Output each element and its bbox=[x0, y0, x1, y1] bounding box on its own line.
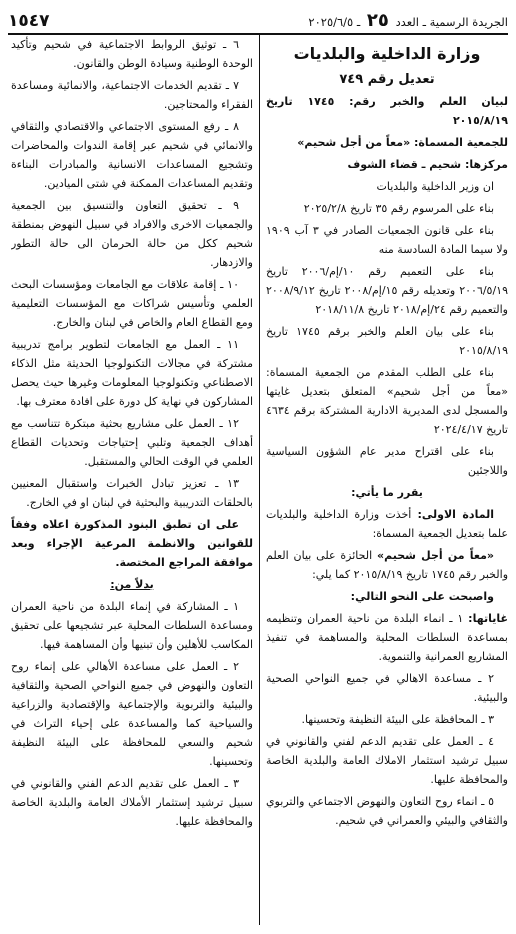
ministry-title: وزارة الداخلية والبلديات bbox=[293, 44, 481, 63]
decision-number: تعديل رقم ٧٤٩ bbox=[339, 72, 435, 87]
article-1-rest: الحائزة على بيان العلم والخبر رقم ١٧٤٥ تاريخ ٢٠١٥/٨/١٩ كما يلي: bbox=[266, 549, 508, 581]
article-1-association bbox=[266, 546, 508, 584]
goal-2: ٢ ـ مساعدة الاهالي في جميع النواحي الصحية والبيئية. bbox=[266, 672, 508, 704]
article-1-text: أخذت وزارة الداخلية والبلديات علما بتعديل الجمعية المسماة: bbox=[266, 508, 508, 540]
page-number: ١٥٤٧ bbox=[8, 11, 50, 31]
issue-number: ٢٥ bbox=[366, 10, 389, 31]
subject-line-1: لبيان العلم والخبر رقم: ١٧٤٥ تاريخ ٢٠١٥/٨/١٩ bbox=[266, 95, 508, 127]
condition-clause: على ان تطبق البنود المذكورة اعلاه وفقاً للقوانين والانظمة المرعية الإجراء وبعد موافقة المراجع المختصة. bbox=[11, 518, 253, 569]
goal-1 bbox=[266, 609, 508, 666]
goal-6: ٦ ـ توثيق الروابط الاجتماعية في شحيم وتأكيد الوحدة الوطنية وسيادة الوطن والقانون. bbox=[11, 38, 253, 70]
preamble-3: بناء على التعميم رقم ١٠/إم/٢٠٠٦ تاريخ ٢٠٠٦/٥/١٩ وتعديله رقم ١٥/إم/٢٠٠٨ تاريخ ٢٠٠٨/٩/١٢ والتعميم رقم ٢٤/إم/٢٠١٨ تاريخ ٢٠١٨/١١/٨ bbox=[266, 265, 508, 316]
goals-label: غاياتها: bbox=[468, 612, 508, 625]
column-divider bbox=[259, 35, 260, 925]
old-goal-3: ٣ ـ العمل على تقديم الدعم الفني والقانوني في سبيل ترشيد إستثمار الأملاك العامة والبلدية الخاصة والمحافظة عليها. bbox=[11, 777, 253, 828]
decides-heading: يقرر ما يأتي: bbox=[351, 486, 423, 499]
minister-line: ان وزير الداخلية والبلديات bbox=[376, 180, 494, 193]
goal-5: ٥ ـ انماء روح التعاون والنهوض الاجتماعي والتربوي والثقافي والبيئي والعمراني في شحيم. bbox=[266, 795, 508, 827]
right-column bbox=[261, 35, 508, 925]
subject-line-3: مركزها: شحيم ـ قضاء الشوف bbox=[347, 158, 508, 171]
left-column bbox=[11, 35, 258, 925]
goal-9: ٩ ـ تحقيق التعاون والتنسيق بين الجمعية والجمعيات الاخرى والافراد في سبيل النهوض بمنطقة شحيم ككل من حالة الحرمان الى حالة التطور والازدهار. bbox=[11, 199, 253, 269]
body-columns bbox=[8, 35, 508, 925]
old-goal-2: ٢ ـ العمل على مساعدة الأهالي على إنماء روح التعاون والنهوض في جميع النواحي الصحية والثقافية والبيئية والتربوية والإجتماعية والإقتصادية والزراعية والسياحية كما والمساعدة على إحياء التراث في شحيم والسعي للمحافظة على البيئة النظيفة وتحسينها. bbox=[11, 660, 253, 768]
preamble-6: بناء على اقتراح مدير عام الشؤون السياسية واللاجئين bbox=[266, 445, 508, 477]
goal-13: ١٣ ـ تعزيز تبادل الخبرات واستقبال المعنيين بالحلقات التدريبية والبحثية في لبنان او في الخارج. bbox=[11, 477, 253, 509]
article-1 bbox=[266, 505, 508, 543]
goal-12: ١٢ ـ العمل على مشاريع بحثية مبتكرة تتناسب مع أهداف الجمعية وتلبي إحتياجات وتحديات القطاع العلمي في الوقت الحالي والمستقبل. bbox=[11, 417, 253, 468]
article-1-label: المادة الاولى: bbox=[417, 508, 494, 521]
header-title bbox=[308, 12, 508, 30]
goal-10: ١٠ ـ إقامة علاقات مع الجامعات ومؤسسات البحث العلمي وتأسيس شراكات مع المؤسسات التعليمية ومع القطاع العام والخاص في لبنان والخارج. bbox=[11, 278, 253, 329]
old-goal-1: ١ ـ المشاركة في إنماء البلدة من ناحية العمران ومساعدة السلطات المحلية عبر تشجيعها على تحقيق المكاسب للأهلين وأن تبنيها وأن المساهمة فيها. bbox=[11, 600, 253, 651]
became-heading: واصبحت على النحو التالي: bbox=[350, 590, 494, 603]
instead-heading: بدلاً من: bbox=[110, 578, 154, 591]
goal-3: ٣ ـ المحافظة على البيئة النظيفة وتحسينها. bbox=[301, 713, 494, 726]
goal-1-text: ١ ـ انماء البلدة من ناحية العمران وتنظيمه بمساعدة السلطات المحلية والمساهمة في تنفيذ المشاريع العمرانية والتنموية. bbox=[266, 612, 508, 663]
preamble-4: بناء على بيان العلم والخبر برقم ١٧٤٥ تاريخ ٢٠١٥/٨/١٩ bbox=[266, 325, 508, 357]
association-name: «معاً من أجل شحيم» bbox=[377, 549, 494, 562]
page-header bbox=[8, 6, 508, 30]
gazette-name: الجريدة الرسمية ـ العدد bbox=[395, 15, 508, 29]
issue-date: ـ ٢٠٢٥/٦/٥ bbox=[308, 15, 361, 29]
goal-7: ٧ ـ تقديم الخدمات الاجتماعية، والانمائية ومساعدة الفقراء والمحتاجين. bbox=[11, 79, 253, 111]
preamble-5: بناء على الطلب المقدم من الجمعية المسماة: «معاً من أجل شحيم» المتعلق بتعديل غايتها والمسجل لدى المديرية الادارية المشتركة برقم ٤٦٣٤ تاريخ ٢٠٢٤/٤/١٧ bbox=[266, 366, 508, 436]
goal-11: ١١ ـ العمل مع الجامعات لتطوير برامج تدريبية مشتركة في مجالات التكنولوجيا الحديثة مثل الذكاء الاصطناعي وتكنولوجيا المعلومات وغيرها حيث يحصل المشاركون في نهاية كل دورة على افادة معترف بها. bbox=[11, 338, 253, 408]
subject-line-2: للجمعية المسماة: «معاً من أجل شحيم» bbox=[297, 136, 508, 149]
preamble-1: بناء على المرسوم رقم ٣٥ تاريخ ٢٠٢٥/٢/٨ bbox=[303, 202, 494, 215]
goal-8: ٨ ـ رفع المستوى الاجتماعي والاقتصادي والثقافي والانمائي في شحيم عبر إقامة الندوات والمحاضرات وتشجيع المساعدات الانسانية والمبادرات البناءة وتقديم المساعدات الممكنة في شتى الميادين. bbox=[11, 120, 253, 190]
goal-4: ٤ ـ العمل على تقديم الدعم لفني والقانوني في سبيل ترشيد استثمار الاملاك العامة والبلدية الخاصة والمحافظة عليها. bbox=[266, 735, 508, 786]
preamble-2: بناء على قانون الجمعيات الصادر في ٣ آب ١٩٠٩ ولا سيما المادة السادسة منه bbox=[266, 224, 508, 256]
